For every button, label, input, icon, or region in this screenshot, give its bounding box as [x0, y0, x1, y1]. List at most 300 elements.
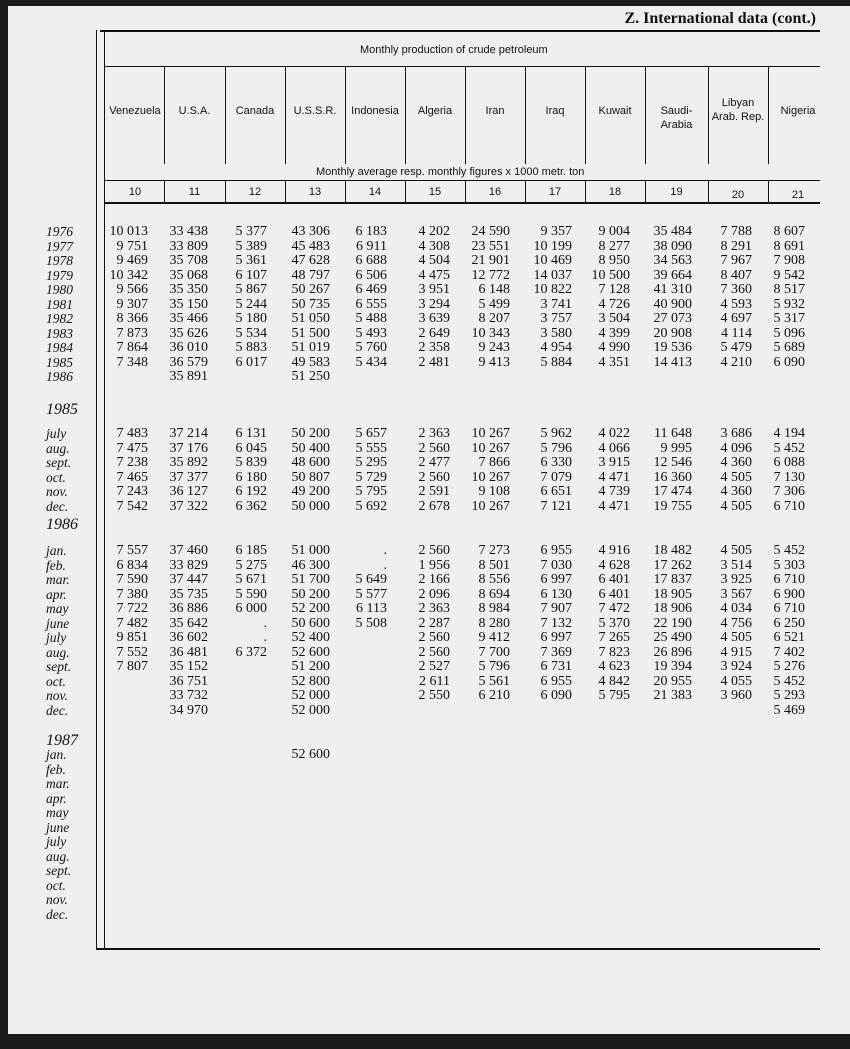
- table-row: [8, 704, 850, 719]
- cell-venezuela: 9 751: [116, 238, 148, 254]
- row-label: apr.: [46, 586, 67, 602]
- cell-saudi-arabia: 17 262: [653, 557, 692, 573]
- cell-u-s-a: 35 626: [169, 325, 208, 341]
- cell-canada: 5 377: [235, 224, 267, 239]
- row-label: 1983: [46, 325, 73, 341]
- bottom-rule: [96, 948, 820, 950]
- cell-kuwait: 4 022: [598, 426, 630, 441]
- cell-iraq: 14 037: [533, 267, 572, 283]
- cell-algeria: 2 166: [418, 572, 450, 587]
- row-label: 1985: [46, 354, 73, 370]
- table-row: [8, 500, 850, 515]
- cell-iran: 8 207: [478, 311, 510, 326]
- cell-canada: 6 107: [235, 267, 267, 283]
- cell-u-s-a: 33 438: [169, 224, 208, 239]
- table-row: [8, 573, 850, 588]
- table-row: [8, 341, 850, 356]
- cell-u-s-s-r: 48 600: [291, 455, 330, 470]
- cell-iran: 7 866: [478, 455, 510, 470]
- column-header: Venezuela: [109, 105, 161, 117]
- cell-iraq: 10 822: [533, 282, 572, 297]
- cell-canada: 5 244: [235, 296, 267, 312]
- cell-canada: 6 192: [235, 484, 267, 499]
- cell-indonesia: 6 555: [355, 296, 387, 312]
- cell-libyan-arab-rep: 4 055: [720, 673, 752, 689]
- cell-canada: 5 883: [235, 340, 267, 355]
- cell-libyan-arab-rep: 3 514: [720, 557, 752, 573]
- cell-u-s-a: 34 970: [169, 702, 208, 718]
- top-rule: [100, 30, 820, 32]
- cell-kuwait: 7 823: [598, 644, 630, 660]
- cell-saudi-arabia: 38 090: [653, 238, 692, 254]
- cell-algeria: 2 363: [418, 601, 450, 616]
- cell-libyan-arab-rep: 4 210: [720, 354, 752, 370]
- cell-u-s-a: 35 891: [169, 369, 208, 384]
- row-label: july: [46, 834, 67, 849]
- cell-iraq: 10 469: [533, 253, 572, 268]
- cell-u-s-a: 35 708: [169, 253, 208, 268]
- cell-nigeria: 5 276: [773, 659, 805, 674]
- cell-u-s-s-r: 51 019: [291, 340, 330, 355]
- cell-u-s-s-r: 52 400: [291, 630, 330, 645]
- table-row: [8, 602, 850, 617]
- cell-canada: 6 017: [235, 354, 267, 370]
- row-label: may: [46, 601, 69, 616]
- cell-nigeria: 7 306: [773, 484, 805, 499]
- cell-u-s-s-r: 52 200: [291, 601, 330, 616]
- cell-libyan-arab-rep: 3 925: [720, 572, 752, 587]
- cell-libyan-arab-rep: 7 788: [720, 224, 752, 239]
- row-label: 1978: [46, 253, 73, 268]
- cell-indonesia: 5 729: [355, 469, 387, 485]
- cell-venezuela: 7 873: [116, 325, 148, 341]
- table-row: [8, 471, 850, 486]
- cell-u-s-s-r: 51 050: [291, 311, 330, 326]
- table-row: [8, 879, 850, 894]
- cell-nigeria: 6 710: [773, 572, 805, 587]
- cell-algeria: 2 358: [418, 340, 450, 355]
- cell-u-s-s-r: 52 000: [291, 688, 330, 703]
- cell-libyan-arab-rep: 4 915: [720, 644, 752, 660]
- cell-algeria: 2 678: [418, 498, 450, 514]
- cell-iran: 5 561: [478, 673, 510, 689]
- cell-iraq: 6 651: [540, 484, 572, 499]
- cell-iraq: 6 955: [540, 673, 572, 689]
- cell-kuwait: 4 990: [598, 340, 630, 355]
- cell-iraq: 4 954: [540, 340, 572, 355]
- cell-algeria: 2 611: [419, 673, 450, 689]
- cell-nigeria: 8 607: [773, 224, 805, 239]
- cell-kuwait: 4 471: [598, 469, 630, 485]
- cell-indonesia: 6 506: [355, 267, 387, 283]
- cell-venezuela: 7 590: [116, 572, 148, 587]
- cell-nigeria: 7 908: [773, 253, 805, 268]
- cell-iraq: 7 132: [540, 615, 572, 631]
- cell-iran: 9 243: [478, 340, 510, 355]
- cell-kuwait: 7 472: [598, 601, 630, 616]
- table-row: [8, 312, 850, 327]
- cell-canada: 5 671: [235, 572, 267, 587]
- cell-iran: 10 267: [471, 426, 510, 441]
- cell-iran: 8 556: [478, 572, 510, 587]
- column-number: 20: [731, 189, 745, 201]
- cell-indonesia: .: [383, 557, 387, 573]
- column-header: U.S.A.: [178, 105, 211, 117]
- cell-u-s-s-r: 52 800: [291, 673, 330, 689]
- cell-indonesia: 6 469: [355, 282, 387, 297]
- cell-venezuela: 7 542: [116, 498, 148, 514]
- cell-u-s-a: 37 322: [169, 498, 208, 514]
- column-number: 16: [488, 186, 502, 198]
- row-label: apr.: [46, 790, 67, 806]
- cell-saudi-arabia: 35 484: [653, 224, 692, 239]
- cell-venezuela: 10 013: [109, 224, 148, 239]
- cell-iran: 9 108: [478, 484, 510, 499]
- cell-algeria: 2 560: [418, 469, 450, 485]
- cell-venezuela: 7 243: [116, 484, 148, 499]
- cell-u-s-a: 35 735: [169, 586, 208, 602]
- cell-iran: 6 210: [478, 688, 510, 703]
- cell-indonesia: 5 692: [355, 498, 387, 514]
- table-row: [8, 370, 850, 385]
- cell-u-s-s-r: 52 600: [291, 644, 330, 660]
- cell-nigeria: 5 317: [773, 311, 805, 326]
- table-row: [8, 763, 850, 778]
- cell-u-s-a: 35 150: [169, 296, 208, 312]
- cell-kuwait: 5 795: [598, 688, 630, 703]
- cell-libyan-arab-rep: 4 697: [720, 311, 752, 326]
- cell-nigeria: 5 293: [773, 688, 805, 703]
- cell-canada: 6 045: [235, 440, 267, 456]
- cell-canada: 5 590: [235, 586, 267, 602]
- table-row: [8, 748, 850, 763]
- cell-kuwait: 4 066: [598, 440, 630, 456]
- cell-nigeria: 5 096: [773, 325, 805, 341]
- column-number: 18: [608, 186, 622, 198]
- cell-u-s-s-r: 50 400: [291, 440, 330, 456]
- cell-iraq: 3 580: [540, 325, 572, 341]
- table-row: [8, 617, 850, 632]
- cell-u-s-a: 33 829: [169, 557, 208, 573]
- cell-indonesia: 6 911: [356, 238, 387, 254]
- cell-u-s-a: 37 460: [169, 543, 208, 558]
- cell-iraq: 10 199: [533, 238, 572, 254]
- row-label: nov.: [46, 892, 68, 907]
- cell-venezuela: 7 380: [116, 586, 148, 602]
- cell-indonesia: 5 795: [355, 484, 387, 499]
- table-row: [8, 240, 850, 255]
- cell-venezuela: 9 566: [116, 282, 148, 297]
- column-number: 15: [428, 186, 442, 198]
- row-label: dec.: [46, 498, 69, 514]
- cell-libyan-arab-rep: 4 756: [720, 615, 752, 631]
- cell-u-s-s-r: 43 306: [291, 224, 330, 239]
- cell-iran: 9 412: [478, 630, 510, 645]
- cell-indonesia: 5 295: [355, 455, 387, 470]
- cell-canada: 5 389: [235, 238, 267, 254]
- row-label: dec.: [46, 702, 69, 718]
- cell-u-s-s-r: 50 200: [291, 426, 330, 441]
- cell-libyan-arab-rep: 4 505: [720, 543, 752, 558]
- cell-u-s-s-r: 48 797: [291, 267, 330, 283]
- cell-iran: 10 267: [471, 440, 510, 456]
- cell-iran: 10 267: [471, 498, 510, 514]
- cell-venezuela: 7 807: [116, 659, 148, 674]
- table-row: [8, 427, 850, 442]
- cell-nigeria: 6 090: [773, 354, 805, 370]
- cell-kuwait: 4 628: [598, 557, 630, 573]
- cell-nigeria: 4 194: [773, 426, 805, 441]
- row-label: oct.: [46, 877, 66, 893]
- cell-nigeria: 6 900: [773, 586, 805, 602]
- row-label: aug.: [46, 440, 70, 456]
- row-label: may: [46, 805, 69, 820]
- cell-saudi-arabia: 16 360: [653, 469, 692, 485]
- row-label: oct.: [46, 469, 66, 485]
- cell-algeria: 4 475: [418, 267, 450, 283]
- cell-iraq: 6 330: [540, 455, 572, 470]
- cell-u-s-a: 33 732: [169, 688, 208, 703]
- column-header: Algeria: [417, 105, 453, 117]
- cell-u-s-s-r: 51 700: [291, 572, 330, 587]
- cell-indonesia: 5 577: [355, 586, 387, 602]
- row-label: aug.: [46, 644, 70, 660]
- cell-u-s-a: 35 892: [169, 455, 208, 470]
- section-year-label: 1987: [46, 732, 78, 749]
- cell-kuwait: 8 277: [598, 238, 630, 254]
- column-number: 11: [188, 186, 201, 198]
- cell-indonesia: 5 657: [355, 426, 387, 441]
- row-label: 1976: [46, 224, 73, 239]
- cell-u-s-s-r: 46 300: [291, 557, 330, 573]
- cell-canada: 6 362: [235, 498, 267, 514]
- cell-canada: .: [263, 630, 267, 645]
- section-year-label: 1986: [46, 516, 78, 533]
- cell-algeria: 4 504: [418, 253, 450, 268]
- column-header: Libyan Arab. Rep.: [711, 97, 765, 123]
- column-number: 21: [791, 189, 805, 201]
- row-label: june: [46, 615, 70, 631]
- row-label: dec.: [46, 906, 69, 922]
- cell-nigeria: 5 689: [773, 340, 805, 355]
- cell-algeria: 3 639: [418, 311, 450, 326]
- cell-iran: 6 148: [478, 282, 510, 297]
- cell-venezuela: 7 482: [116, 615, 148, 631]
- cell-iran: 5 499: [478, 296, 510, 312]
- table-row: [8, 225, 850, 240]
- cell-saudi-arabia: 27 073: [653, 311, 692, 326]
- cell-iraq: 5 796: [540, 440, 572, 456]
- cell-libyan-arab-rep: 7 360: [720, 282, 752, 297]
- cell-iran: 10 267: [471, 469, 510, 485]
- cell-canada: 5 180: [235, 311, 267, 326]
- cell-canada: .: [263, 615, 267, 631]
- cell-venezuela: 9 469: [116, 253, 148, 268]
- cell-u-s-a: 37 176: [169, 440, 208, 456]
- cell-u-s-a: 36 010: [169, 340, 208, 355]
- table-row: [8, 821, 850, 836]
- cell-algeria: 2 096: [418, 586, 450, 602]
- cell-nigeria: 5 452: [773, 543, 805, 558]
- cell-venezuela: 7 238: [116, 455, 148, 470]
- row-label: 1986: [46, 369, 73, 384]
- cell-u-s-s-r: 51 500: [291, 325, 330, 341]
- table-row: [8, 588, 850, 603]
- column-header: Saudi-Arabia: [660, 105, 693, 131]
- column-header: Iran: [485, 105, 505, 117]
- cell-u-s-s-r: 50 200: [291, 586, 330, 602]
- column-number: 10: [128, 186, 142, 198]
- cell-canada: 5 275: [235, 557, 267, 573]
- cell-iraq: 6 090: [540, 688, 572, 703]
- column-header: Indonesia: [351, 105, 399, 117]
- cell-kuwait: 10 500: [591, 267, 630, 283]
- cell-venezuela: 7 864: [116, 340, 148, 355]
- cell-canada: 6 372: [235, 644, 267, 660]
- table-row: [8, 559, 850, 574]
- cell-libyan-arab-rep: 3 924: [720, 659, 752, 674]
- column-header: Iraq: [545, 105, 565, 117]
- row-label: mar.: [46, 776, 70, 791]
- cell-iraq: 7 079: [540, 469, 572, 485]
- cell-canada: 6 180: [235, 469, 267, 485]
- cell-u-s-a: 37 377: [169, 469, 208, 485]
- table-row: [8, 850, 850, 865]
- cell-u-s-s-r: 50 600: [291, 615, 330, 631]
- cell-kuwait: 7 128: [598, 282, 630, 297]
- row-label: aug.: [46, 848, 70, 864]
- document-page: [8, 6, 850, 1034]
- cell-saudi-arabia: 22 190: [653, 615, 692, 631]
- cell-kuwait: 4 351: [598, 354, 630, 370]
- row-label: sept.: [46, 863, 72, 878]
- cell-iraq: 7 030: [540, 557, 572, 573]
- cell-u-s-s-r: 50 000: [291, 498, 330, 514]
- row-label: june: [46, 819, 70, 835]
- cell-indonesia: 5 434: [355, 354, 387, 370]
- cell-algeria: 2 649: [418, 325, 450, 341]
- cell-kuwait: 6 401: [598, 572, 630, 587]
- cell-iraq: 6 955: [540, 543, 572, 558]
- cell-indonesia: 5 760: [355, 340, 387, 355]
- unit-note: Monthly average resp. monthly figures x 1000 metr. ton: [316, 166, 585, 178]
- cell-nigeria: 9 542: [773, 267, 805, 283]
- cell-algeria: 2 591: [418, 484, 450, 499]
- cell-saudi-arabia: 12 546: [653, 455, 692, 470]
- cell-kuwait: 4 623: [598, 659, 630, 674]
- column-header: Nigeria: [780, 105, 816, 117]
- table-row: [8, 908, 850, 923]
- cell-nigeria: 6 710: [773, 601, 805, 616]
- cell-u-s-a: 35 068: [169, 267, 208, 283]
- cell-iran: 24 590: [471, 224, 510, 239]
- cell-saudi-arabia: 20 908: [653, 325, 692, 341]
- cell-u-s-a: 35 350: [169, 282, 208, 297]
- cell-nigeria: 7 130: [773, 469, 805, 485]
- cell-indonesia: 5 508: [355, 615, 387, 631]
- cell-kuwait: 3 504: [598, 311, 630, 326]
- cell-saudi-arabia: 9 995: [660, 440, 692, 456]
- cell-saudi-arabia: 40 900: [653, 296, 692, 312]
- row-label: 1980: [46, 282, 73, 297]
- cell-kuwait: 5 370: [598, 615, 630, 631]
- row-label: 1977: [46, 238, 73, 254]
- cell-saudi-arabia: 19 394: [653, 659, 692, 674]
- row-label: nov.: [46, 688, 68, 703]
- cell-canada: 6 185: [235, 543, 267, 558]
- header-bottom-rule: [104, 202, 820, 204]
- cell-iran: 8 984: [478, 601, 510, 616]
- column-number: 14: [368, 186, 382, 198]
- cell-algeria: 2 560: [418, 440, 450, 456]
- cell-u-s-a: 36 481: [169, 644, 208, 660]
- cell-u-s-a: 36 886: [169, 601, 208, 616]
- cell-algeria: 2 560: [418, 644, 450, 660]
- table-row: [8, 254, 850, 269]
- cell-libyan-arab-rep: 8 291: [720, 238, 752, 254]
- cell-saudi-arabia: 14 413: [653, 354, 692, 370]
- table-row: [8, 689, 850, 704]
- table-row: [8, 269, 850, 284]
- cell-libyan-arab-rep: 7 967: [720, 253, 752, 268]
- cell-u-s-s-r: 50 735: [291, 296, 330, 312]
- column-number: 17: [548, 186, 562, 198]
- cell-venezuela: 10 342: [109, 267, 148, 283]
- table-row: [8, 456, 850, 471]
- cell-iran: 8 501: [478, 557, 510, 573]
- cell-u-s-a: 37 447: [169, 572, 208, 587]
- row-label: jan.: [46, 543, 67, 558]
- cell-iraq: 3 757: [540, 311, 572, 326]
- cell-libyan-arab-rep: 4 114: [721, 325, 752, 341]
- cell-libyan-arab-rep: 3 960: [720, 688, 752, 703]
- cell-nigeria: 8 517: [773, 282, 805, 297]
- cell-venezuela: 7 552: [116, 644, 148, 660]
- cell-libyan-arab-rep: 4 593: [720, 296, 752, 312]
- cell-venezuela: 7 483: [116, 426, 148, 441]
- cell-u-s-s-r: 51 000: [291, 543, 330, 558]
- cell-canada: 5 534: [235, 325, 267, 341]
- cell-u-s-s-r: 51 200: [291, 659, 330, 674]
- cell-canada: 5 867: [235, 282, 267, 297]
- table-row: [8, 893, 850, 908]
- cell-u-s-s-r: 45 483: [291, 238, 330, 254]
- cell-saudi-arabia: 11 648: [654, 426, 692, 441]
- cell-iran: 23 551: [471, 238, 510, 254]
- cell-canada: 6 131: [235, 426, 267, 441]
- row-label: 1981: [46, 296, 73, 312]
- cell-saudi-arabia: 25 490: [653, 630, 692, 645]
- cell-libyan-arab-rep: 4 505: [720, 469, 752, 485]
- cell-iran: 7 273: [478, 543, 510, 558]
- row-label: jan.: [46, 747, 67, 762]
- row-label: sept.: [46, 659, 72, 674]
- cell-algeria: 2 550: [418, 688, 450, 703]
- unit-rule: [104, 180, 820, 181]
- cell-iraq: 7 121: [540, 498, 572, 514]
- cell-iraq: 5 884: [540, 354, 572, 370]
- cell-kuwait: 4 399: [598, 325, 630, 341]
- cell-kuwait: 4 739: [598, 484, 630, 499]
- cell-algeria: 2 560: [418, 543, 450, 558]
- cell-indonesia: 6 183: [355, 224, 387, 239]
- table-row: [8, 864, 850, 879]
- cell-canada: 6 000: [235, 601, 267, 616]
- table-row: [8, 544, 850, 559]
- cell-saudi-arabia: 34 563: [653, 253, 692, 268]
- cell-venezuela: 9 851: [116, 630, 148, 645]
- cell-algeria: 4 308: [418, 238, 450, 254]
